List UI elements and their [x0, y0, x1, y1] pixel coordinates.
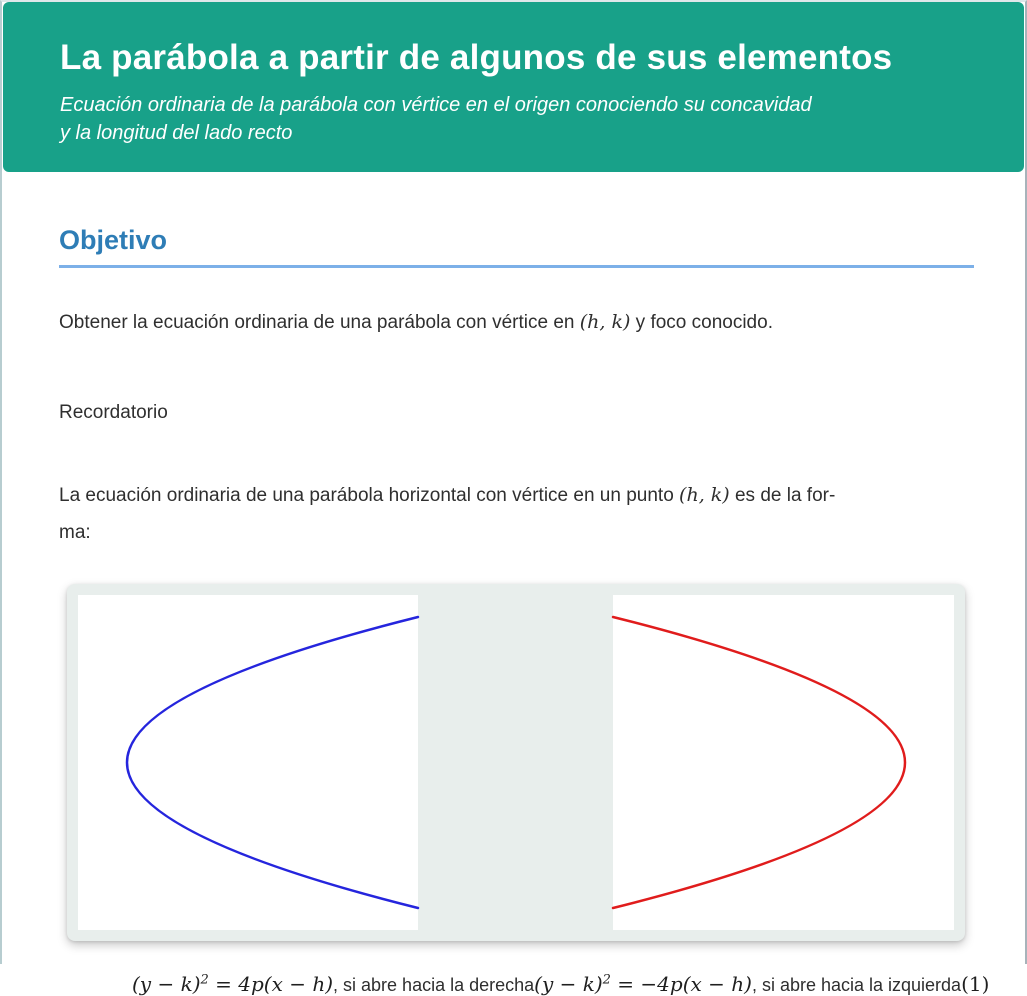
parabola-figure-card [67, 584, 965, 941]
equation-opens-left-math [534, 972, 752, 996]
form-intro-text-before: La ecuación ordinaria de una parábola horizontal con vértice en un punto [59, 485, 680, 506]
lesson-content [2, 225, 1025, 996]
page-subtitle-line2: y la longitud del lado recto [60, 122, 293, 144]
page-subtitle-line1: Ecuación ordinaria de la parábola con vértice en el origen conociendo su concavidad [60, 94, 812, 116]
equation-opens-right [132, 972, 534, 996]
equation-lhs: (y − k) [132, 972, 201, 996]
parabola-panel-opens-right [78, 595, 418, 930]
page-title: La parábola a partir de algunos de sus elementos [60, 38, 893, 77]
page-subtitle [60, 91, 967, 147]
blue-parabola-graphic [78, 595, 418, 930]
vertex-math-notation: (h, k) [679, 484, 730, 506]
equations-row [132, 972, 990, 996]
parabola-panel-opens-left [613, 595, 954, 930]
equation-rhs: = 4p(x − h) [208, 972, 334, 996]
equation-exponent: 2 [602, 972, 611, 988]
red-parabola-graphic [613, 595, 954, 930]
objective-text-before: Obtener la ecuación ordinaria de una parábola con vértice en [59, 312, 580, 333]
equation-opens-left [534, 972, 989, 996]
equation-opens-right-math [132, 972, 333, 996]
equation-exponent: 2 [200, 972, 209, 988]
objective-paragraph [59, 304, 970, 341]
reminder-label: Recordatorio [59, 402, 168, 423]
equation-opens-left-caption: , si abre hacia la izquierda [751, 975, 962, 995]
lesson-header-banner [3, 2, 1024, 172]
red-parabola-curve [613, 617, 905, 908]
equation-opens-right-caption: , si abre hacia la derecha [333, 975, 535, 995]
equation-number: (1) [961, 972, 990, 996]
form-intro-text-after: es de la for- [729, 485, 836, 506]
vertex-math-notation: (h, k) [579, 311, 631, 333]
equation-lhs: (y − k) [534, 972, 603, 996]
form-intro-wrap-line: ma: [59, 522, 91, 543]
equation-rhs: = −4p(x − h) [610, 972, 752, 996]
objective-section-heading: Objetivo [59, 225, 974, 268]
objective-text-after: y foco conocido. [630, 312, 773, 333]
form-intro-paragraph [59, 477, 970, 551]
blue-parabola-curve [127, 617, 418, 908]
